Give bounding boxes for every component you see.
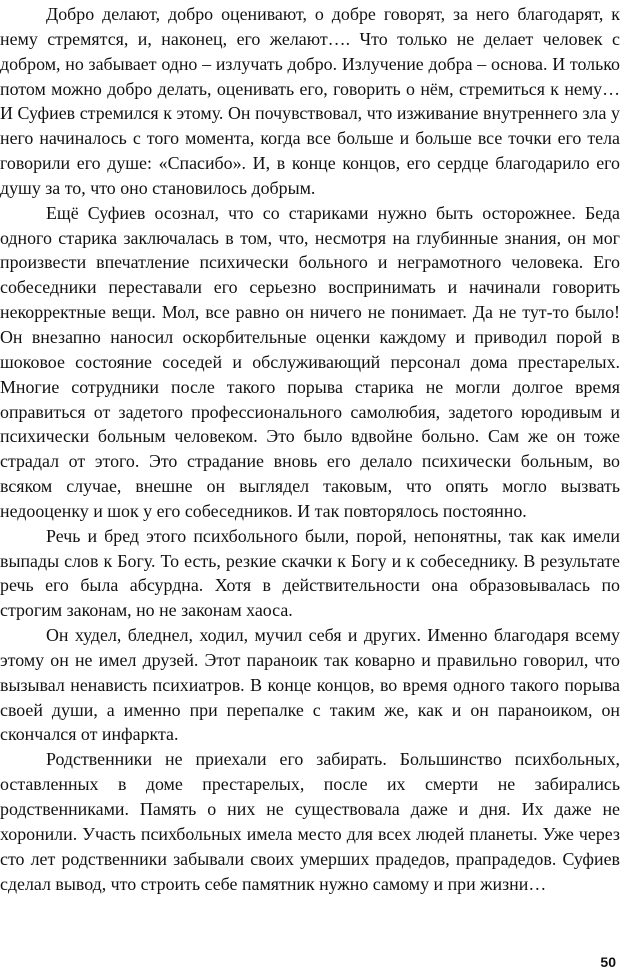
paragraph-2: Ещё Суфиев осознал, что со стариками нужно быть осторожнее. Беда одного старика заключалась в том, что, несмотря на глубинные знания, он мог произвести впечатление психически больного и неграмотного человека. Его собеседники переставали его серьезно воспринимать и начинали говорить некорректные вещи. Мол, все равно он ничего не понимает. Да не тут-то было! Он внезапно наносил оскорбительные оценки каждому и приводил порой в шоковое состояние соседей и обслуживающий персонал дома престарелых. Многие сотрудники после такого порыва старика не могли долгое время оправиться от задетого профессионального самолюбия, задетого юродивым и психически больным человеком. Это было вдвойне больно. Сам же он тоже страдал от этого. Это страдание вновь его делало психически больным, во всяком случае, внешне он выглядел таковым, что опять могло вызвать недооценку и шок у его собеседников. И так повторялось постоянно. [0, 202, 620, 521]
paragraph-4: Он худел, бледнел, ходил, мучил себя и других. Именно благодаря всему этому он не имел друзей. Этот параноик так коварно и правильно говорил, что вызывал ненависть психиатров. В конце концов, во время одного такого порыва своей души, а именно при перепалке с таким же, как и он параноиком, он скончался от инфаркта. [0, 625, 620, 745]
paragraph-5: Родственники не приехали его забирать. Большинство психбольных, оставленных в доме престарелых, после их смерти не забирались родственниками. Память о них не существовала даже и дня. Их даже не хоронили. Участь психбольных имела место для всех людей планеты. Уже через сто лет родственники забывали своих умерших прадедов, прапрадедов. Суфиев сделал вывод, что строить себе памятник нужно самому и при жизни… [0, 749, 620, 894]
page-number: 50 [600, 954, 616, 970]
body-text [0, 2, 620, 896]
paragraph-3: Речь и бред этого психбольного были, порой, непонятны, так как имели выпады слов к Богу. То есть, резкие скачки к Богу и к собеседнику. В результате речь его была абсурдна. Хотя в действительности она образовывалась по строгим законам, но не законам хаоса. [0, 525, 620, 621]
paragraph-1: Добро делают, добро оценивают, о добре говорят, за него благодарят, к нему стремятся, и, наконец, его желают…. Что только не делает человек с добром, но забывает одно – излучать добро. Излучение добра – основа. И только потом можно добро делать, оценивать его, говорить о нём, стремиться к нему… И Суфиев стремился к этому. Он почувствовал, что изживание внутреннего зла у него начиналось с того момента, когда все больше и больше все точки его тела говорили его душе: «Спасибо». И, в конце концов, его сердце благодарило его душу за то, что оно становилось добрым. [0, 4, 620, 198]
